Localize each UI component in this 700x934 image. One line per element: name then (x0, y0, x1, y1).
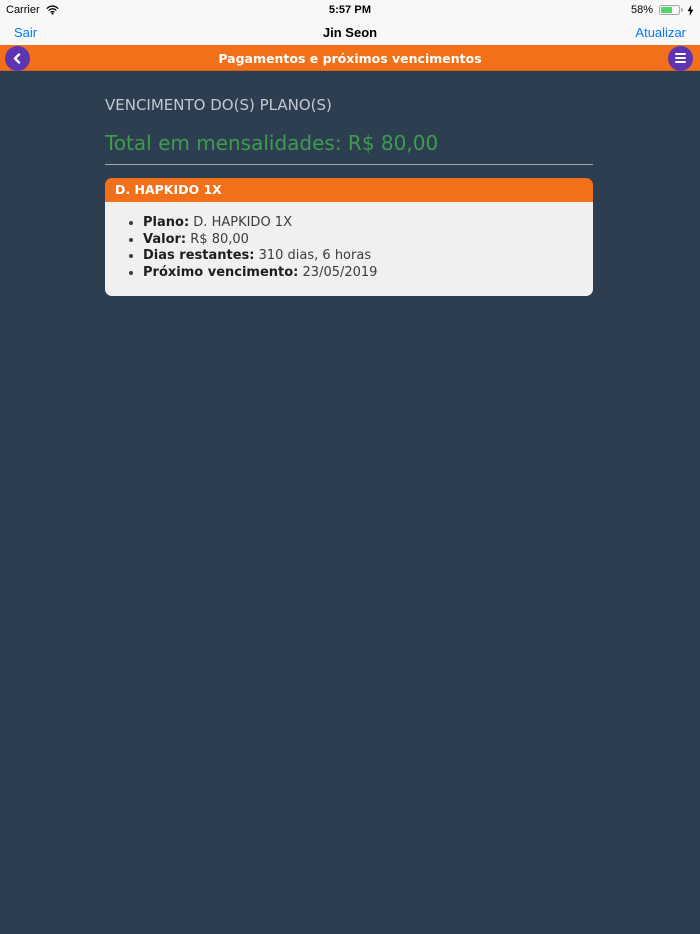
clock: 5:57 PM (328, 4, 372, 16)
plan-detail-label: Dias restantes: (143, 248, 255, 263)
chevron-left-icon (12, 53, 23, 64)
status-bar-left (6, 4, 186, 16)
menu-button[interactable] (668, 46, 693, 71)
plan-card-header: D. HAPKIDO 1X (105, 178, 593, 202)
battery-percent: 58% (630, 4, 653, 16)
battery-fill (661, 7, 672, 13)
main-content (0, 71, 700, 296)
hamburger-icon (675, 53, 686, 62)
plan-detail-value: 23/05/2019 (298, 264, 378, 280)
divider (105, 164, 593, 165)
plan-detail-value: 310 dias, 6 horas (254, 248, 372, 263)
back-button[interactable] (5, 46, 30, 71)
sair-button[interactable]: Sair (14, 25, 38, 40)
plan-detail-item (143, 248, 581, 265)
plan-detail-list (127, 215, 581, 281)
plan-detail-label: Valor: (143, 231, 187, 247)
plan-card (105, 178, 593, 296)
status-bar (0, 0, 700, 20)
plan-detail-value: D. HAPKIDO 1X (189, 215, 292, 230)
battery-icon (659, 5, 680, 15)
plan-detail-item (143, 232, 581, 249)
plan-detail-label: Plano: (143, 215, 190, 230)
plan-detail-item (143, 265, 581, 282)
plan-detail-value: R$ 80,00 (186, 231, 249, 247)
total-mensalidades: Total em mensalidades: R$ 80,00 (105, 131, 439, 155)
app-header-bar (0, 45, 700, 71)
status-bar-right (514, 4, 694, 16)
nav-title: Jin Seon (322, 25, 378, 40)
wifi-icon (46, 5, 59, 15)
app-bar-title: Pagamentos e próximos vencimentos (218, 50, 482, 66)
charging-bolt-icon (687, 5, 694, 16)
plan-detail-item (143, 215, 581, 232)
section-title: VENCIMENTO DO(S) PLANO(S) (105, 96, 332, 114)
atualizar-button[interactable]: Atualizar (635, 25, 686, 40)
plan-card-body (105, 202, 593, 296)
carrier-label: Carrier (6, 4, 40, 16)
plan-detail-label: Próximo vencimento: (143, 264, 299, 280)
nav-bar (0, 20, 700, 45)
